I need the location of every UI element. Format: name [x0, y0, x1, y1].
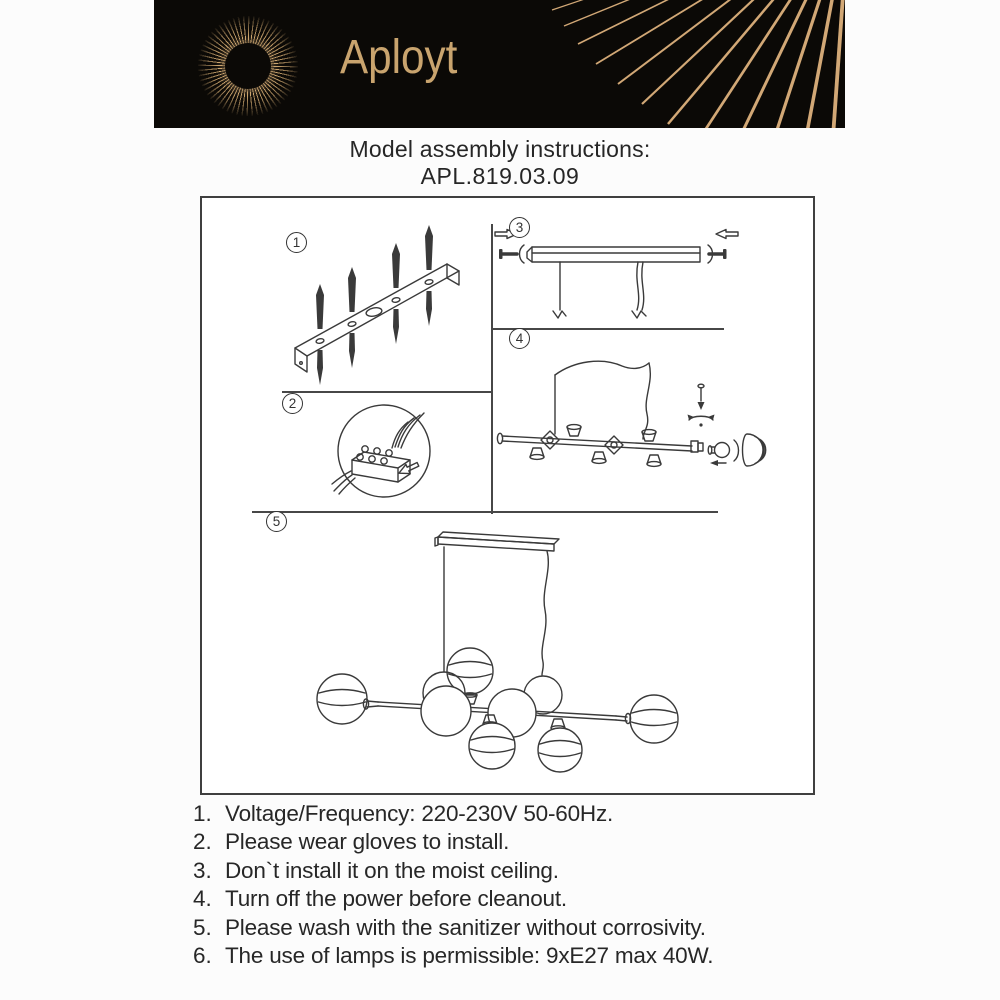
instruction-list [193, 800, 853, 970]
step-2-badge: 2 [282, 393, 303, 414]
instruction-item [193, 885, 853, 913]
step-5-diagram [317, 532, 678, 772]
step-4-badge: 4 [509, 328, 530, 349]
model-number: APL.819.03.09 [420, 163, 580, 189]
instruction-number: 2. [193, 829, 212, 855]
instruction-text: Don`t install it on the moist ceiling. [225, 857, 559, 883]
instruction-text: Turn off the power before cleanout. [225, 886, 567, 912]
instruction-number: 5. [193, 914, 212, 940]
instruction-number: 6. [193, 943, 212, 969]
instruction-item [193, 942, 853, 970]
step-4-diagram [497, 361, 765, 466]
step-3-badge: 3 [509, 217, 530, 238]
instruction-number: 3. [193, 857, 212, 883]
brand-name: Aployt [340, 31, 458, 84]
step-1-diagram [295, 225, 459, 385]
instruction-text: Please wear gloves to install. [225, 829, 510, 855]
instruction-item [193, 914, 853, 942]
step-1-badge: 1 [286, 232, 307, 253]
instruction-text: Voltage/Frequency: 220-230V 50-60Hz. [225, 801, 614, 826]
instruction-item [193, 857, 853, 885]
instruction-text: Please wash with the sanitizer without corrosivity. [225, 914, 706, 940]
instruction-number: 1. [193, 801, 212, 826]
brand-banner [154, 0, 845, 128]
page-title: Model assembly instructions: [349, 136, 651, 162]
instruction-item [193, 800, 853, 828]
assembly-diagram [200, 196, 815, 795]
instruction-item [193, 828, 853, 856]
sunburst-logo-icon [198, 16, 298, 116]
step-5-badge: 5 [266, 511, 287, 532]
diagram-line-art [202, 198, 813, 793]
step-3-diagram [495, 230, 738, 319]
instruction-text: The use of lamps is permissible: 9xE27 max 40W. [225, 943, 714, 969]
instruction-number: 4. [193, 886, 212, 912]
step-2-diagram [332, 405, 430, 497]
